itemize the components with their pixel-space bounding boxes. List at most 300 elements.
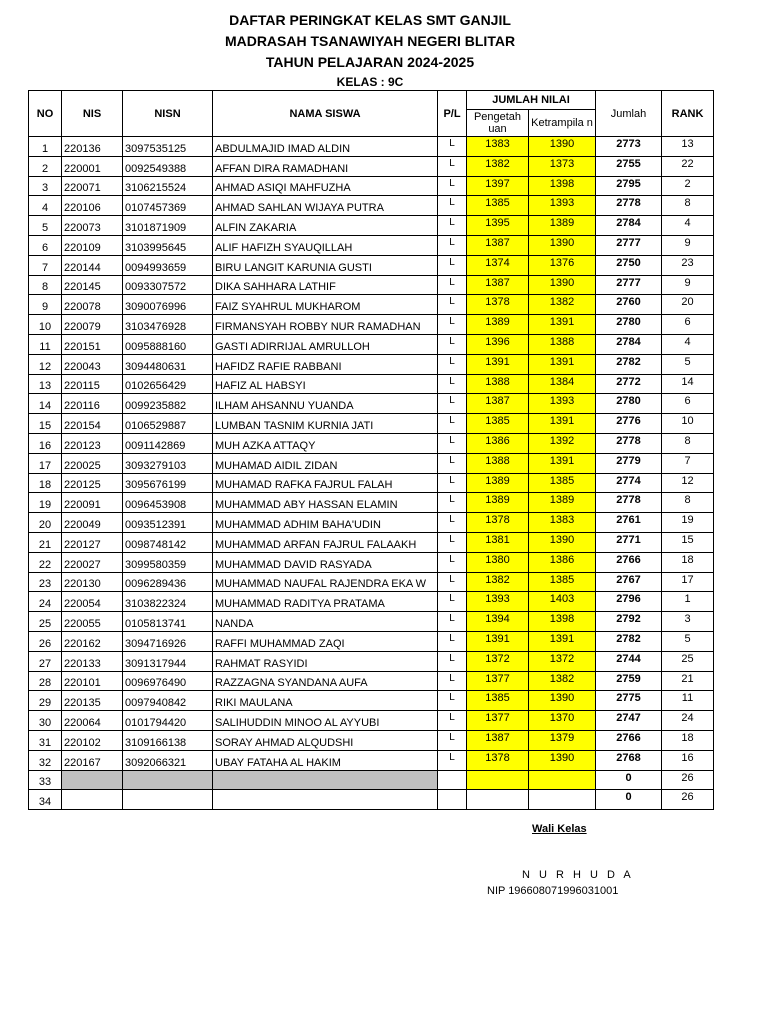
- row-pengetahuan: 1377: [467, 711, 529, 731]
- row-nisn: 0106529887: [123, 414, 213, 434]
- row-ketrampilan: 1391: [529, 631, 596, 651]
- row-nama: NANDA: [213, 612, 438, 632]
- row-jumlah: 2766: [596, 552, 662, 572]
- table-row: [29, 711, 714, 731]
- row-nama: SALIHUDDIN MINOO AL AYYUBI: [213, 711, 438, 731]
- wali-kelas-nip: NIP 196608071996031001: [487, 885, 619, 897]
- row-pl: L: [438, 453, 467, 473]
- row-pengetahuan: 1378: [467, 295, 529, 315]
- row-no: 4: [29, 196, 62, 216]
- row-nama: MUHAMMAD ARFAN FAJRUL FALAAKH: [213, 532, 438, 552]
- row-ketrampilan: 1398: [529, 612, 596, 632]
- row-nis: 220154: [62, 414, 123, 434]
- row-jumlah: 2782: [596, 631, 662, 651]
- row-pengetahuan: 1387: [467, 275, 529, 295]
- row-rank: 8: [662, 433, 714, 453]
- row-rank: 8: [662, 196, 714, 216]
- row-rank: 10: [662, 414, 714, 434]
- row-rank: 1: [662, 592, 714, 612]
- row-jumlah: 2775: [596, 691, 662, 711]
- row-pengetahuan: 1387: [467, 394, 529, 414]
- row-pengetahuan: 1382: [467, 156, 529, 176]
- table-row: [29, 572, 714, 592]
- row-nis: 220162: [62, 631, 123, 651]
- row-pengetahuan: 1388: [467, 453, 529, 473]
- row-nama: FIRMANSYAH ROBBY NUR RAMADHAN: [213, 315, 438, 335]
- row-nisn: 0095888160: [123, 334, 213, 354]
- row-nis: 220109: [62, 235, 123, 255]
- row-rank: 9: [662, 275, 714, 295]
- table-row: [29, 196, 714, 216]
- row-no: 6: [29, 235, 62, 255]
- row-nisn: 0096453908: [123, 493, 213, 513]
- row-nama: AFFAN DIRA RAMADHANI: [213, 156, 438, 176]
- header-ketrampilan: Ketrampila n: [529, 110, 596, 137]
- row-nama: AHMAD SAHLAN WIJAYA PUTRA: [213, 196, 438, 216]
- row-rank: 6: [662, 394, 714, 414]
- row-pl: L: [438, 493, 467, 513]
- row-no: 15: [29, 414, 62, 434]
- row-nama: MUHAMMAD ADHIM BAHA'UDIN: [213, 513, 438, 533]
- row-rank: 5: [662, 631, 714, 651]
- row-rank: 4: [662, 216, 714, 236]
- row-nisn: 3109166138: [123, 730, 213, 750]
- table-row: [29, 216, 714, 236]
- row-nis: 220144: [62, 255, 123, 275]
- row-rank: 11: [662, 691, 714, 711]
- row-jumlah: 2755: [596, 156, 662, 176]
- row-no: 2: [29, 156, 62, 176]
- class-label: KELAS : 9C: [336, 75, 404, 89]
- row-ketrampilan: [529, 770, 596, 790]
- row-nama: RAHMAT RASYIDI: [213, 651, 438, 671]
- row-ketrampilan: 1391: [529, 414, 596, 434]
- row-rank: 16: [662, 750, 714, 770]
- row-no: 26: [29, 631, 62, 651]
- row-nis: 220078: [62, 295, 123, 315]
- row-nisn: 3101871909: [123, 216, 213, 236]
- row-nis: 220043: [62, 354, 123, 374]
- row-pl: L: [438, 592, 467, 612]
- row-nis: 220001: [62, 156, 123, 176]
- row-nis: 220071: [62, 176, 123, 196]
- row-pl: L: [438, 532, 467, 552]
- row-rank: 22: [662, 156, 714, 176]
- header-nisn: NISN: [123, 91, 213, 137]
- row-nis: 220027: [62, 552, 123, 572]
- row-pl: L: [438, 750, 467, 770]
- row-rank: 25: [662, 651, 714, 671]
- row-jumlah: 2792: [596, 612, 662, 632]
- row-nisn: 0091142869: [123, 433, 213, 453]
- row-pengetahuan: 1389: [467, 315, 529, 335]
- row-rank: 26: [662, 790, 714, 810]
- row-jumlah: 2767: [596, 572, 662, 592]
- row-no: 8: [29, 275, 62, 295]
- row-nisn: 0093512391: [123, 513, 213, 533]
- row-nama: ABDULMAJID IMAD ALDIN: [213, 137, 438, 157]
- row-nama: ILHAM AHSANNU YUANDA: [213, 394, 438, 414]
- row-ketrampilan: 1383: [529, 513, 596, 533]
- row-nama: LUMBAN TASNIM KURNIA JATI: [213, 414, 438, 434]
- row-no: 11: [29, 334, 62, 354]
- row-pl: L: [438, 156, 467, 176]
- row-pl: L: [438, 374, 467, 394]
- row-no: 21: [29, 532, 62, 552]
- table-row: [29, 730, 714, 750]
- row-jumlah: 2778: [596, 493, 662, 513]
- row-pengetahuan: 1372: [467, 651, 529, 671]
- row-ketrampilan: 1390: [529, 532, 596, 552]
- row-nis: 220106: [62, 196, 123, 216]
- row-no: 25: [29, 612, 62, 632]
- row-no: 18: [29, 473, 62, 493]
- row-pl: [438, 770, 467, 790]
- row-pengetahuan: 1385: [467, 196, 529, 216]
- row-ketrampilan: 1391: [529, 354, 596, 374]
- table-row: [29, 137, 714, 157]
- table-row: [29, 691, 714, 711]
- row-nis: 220125: [62, 473, 123, 493]
- row-pl: L: [438, 631, 467, 651]
- row-pl: L: [438, 334, 467, 354]
- title-block: [0, 10, 740, 91]
- table-row: [29, 532, 714, 552]
- row-ketrampilan: 1390: [529, 235, 596, 255]
- row-pl: L: [438, 552, 467, 572]
- row-nama: MUHAMMAD DAVID RASYADA: [213, 552, 438, 572]
- row-nis: 220116: [62, 394, 123, 414]
- row-ketrampilan: 1389: [529, 493, 596, 513]
- row-nisn: 0093307572: [123, 275, 213, 295]
- row-no: 31: [29, 730, 62, 750]
- row-pl: L: [438, 730, 467, 750]
- row-nis: 220102: [62, 730, 123, 750]
- row-nisn: 0094993659: [123, 255, 213, 275]
- row-ketrampilan: 1393: [529, 394, 596, 414]
- row-pengetahuan: 1387: [467, 730, 529, 750]
- table-row: [29, 552, 714, 572]
- row-nis: 220064: [62, 711, 123, 731]
- row-nisn: 3103822324: [123, 592, 213, 612]
- row-nisn: 3099580359: [123, 552, 213, 572]
- table-row: [29, 255, 714, 275]
- row-ketrampilan: 1386: [529, 552, 596, 572]
- row-pengetahuan: 1377: [467, 671, 529, 691]
- row-nama: ALFIN ZAKARIA: [213, 216, 438, 236]
- row-no: 27: [29, 651, 62, 671]
- row-rank: 23: [662, 255, 714, 275]
- table-row: [29, 592, 714, 612]
- row-pengetahuan: 1394: [467, 612, 529, 632]
- row-pengetahuan: 1378: [467, 513, 529, 533]
- row-nisn: 3103476928: [123, 315, 213, 335]
- table-row: [29, 354, 714, 374]
- row-nis: 220151: [62, 334, 123, 354]
- table-row-empty: [29, 790, 714, 810]
- row-rank: 4: [662, 334, 714, 354]
- row-rank: 8: [662, 493, 714, 513]
- row-no: 28: [29, 671, 62, 691]
- row-nis: 220079: [62, 315, 123, 335]
- row-nama: MUHAMAD RAFKA FAJRUL FALAH: [213, 473, 438, 493]
- row-nisn: 3103995645: [123, 235, 213, 255]
- row-ketrampilan: 1390: [529, 691, 596, 711]
- row-nisn: 0102656429: [123, 374, 213, 394]
- row-pl: L: [438, 414, 467, 434]
- row-pl: L: [438, 612, 467, 632]
- row-nis: 220055: [62, 612, 123, 632]
- row-pengetahuan: 1386: [467, 433, 529, 453]
- row-pengetahuan: 1385: [467, 691, 529, 711]
- row-nisn: 3090076996: [123, 295, 213, 315]
- row-pengetahuan: 1391: [467, 631, 529, 651]
- row-no: 32: [29, 750, 62, 770]
- row-pengetahuan: 1374: [467, 255, 529, 275]
- row-no: 3: [29, 176, 62, 196]
- table-row: [29, 493, 714, 513]
- table-row: [29, 334, 714, 354]
- row-nis: 220167: [62, 750, 123, 770]
- row-nis: 220073: [62, 216, 123, 236]
- row-rank: 19: [662, 513, 714, 533]
- row-rank: 18: [662, 552, 714, 572]
- row-nisn: 0096976490: [123, 671, 213, 691]
- row-rank: 6: [662, 315, 714, 335]
- row-nis: 220123: [62, 433, 123, 453]
- row-no: 14: [29, 394, 62, 414]
- row-ketrampilan: 1376: [529, 255, 596, 275]
- row-nama: SORAY AHMAD ALQUDSHI: [213, 730, 438, 750]
- row-rank: 17: [662, 572, 714, 592]
- row-nisn: 0097940842: [123, 691, 213, 711]
- row-jumlah: 2780: [596, 394, 662, 414]
- row-nisn: 3093279103: [123, 453, 213, 473]
- row-nis: 220130: [62, 572, 123, 592]
- row-nama: GASTI ADIRRIJAL AMRULLOH: [213, 334, 438, 354]
- row-pl: L: [438, 295, 467, 315]
- table-row: [29, 473, 714, 493]
- row-pengetahuan: [467, 790, 529, 810]
- row-jumlah: 2773: [596, 137, 662, 157]
- row-rank: 7: [662, 453, 714, 473]
- row-ketrampilan: 1372: [529, 651, 596, 671]
- row-nisn: 0099235882: [123, 394, 213, 414]
- row-nisn: 0096289436: [123, 572, 213, 592]
- table-row: [29, 235, 714, 255]
- row-nis: [62, 790, 123, 810]
- row-no: 22: [29, 552, 62, 572]
- row-pengetahuan: 1393: [467, 592, 529, 612]
- row-no: 16: [29, 433, 62, 453]
- row-no: 24: [29, 592, 62, 612]
- row-pengetahuan: 1388: [467, 374, 529, 394]
- title-line-2: MADRASAH TSANAWIYAH NEGERI BLITAR: [224, 33, 516, 49]
- row-jumlah: 2761: [596, 513, 662, 533]
- row-ketrampilan: 1385: [529, 572, 596, 592]
- row-pengetahuan: 1396: [467, 334, 529, 354]
- row-pengetahuan: 1395: [467, 216, 529, 236]
- row-nama: UBAY FATAHA AL HAKIM: [213, 750, 438, 770]
- row-pl: L: [438, 235, 467, 255]
- table-row-empty: [29, 770, 714, 790]
- row-pengetahuan: 1389: [467, 493, 529, 513]
- row-rank: 5: [662, 354, 714, 374]
- table-row: [29, 374, 714, 394]
- header-jumlah-nilai: JUMLAH NILAI: [467, 91, 596, 110]
- row-jumlah: 2771: [596, 532, 662, 552]
- row-nis: 220091: [62, 493, 123, 513]
- row-jumlah: 2766: [596, 730, 662, 750]
- row-jumlah: 0: [596, 790, 662, 810]
- title-line-3: TAHUN PELAJARAN 2024-2025: [265, 54, 475, 70]
- header-pengetahuan: Pengetah uan: [467, 110, 529, 137]
- row-jumlah: 2747: [596, 711, 662, 731]
- row-pl: L: [438, 651, 467, 671]
- table-row: [29, 750, 714, 770]
- row-rank: 24: [662, 711, 714, 731]
- row-no: 19: [29, 493, 62, 513]
- table-row: [29, 176, 714, 196]
- table-row: [29, 651, 714, 671]
- table-row: [29, 315, 714, 335]
- row-jumlah: 2776: [596, 414, 662, 434]
- table-row: [29, 671, 714, 691]
- row-ketrampilan: 1393: [529, 196, 596, 216]
- row-no: 12: [29, 354, 62, 374]
- row-jumlah: 2744: [596, 651, 662, 671]
- row-pengetahuan: 1381: [467, 532, 529, 552]
- row-rank: 14: [662, 374, 714, 394]
- row-nama: MUHAMMAD RADITYA PRATAMA: [213, 592, 438, 612]
- ranking-table: [28, 90, 714, 810]
- row-nama: HAFIDZ RAFIE RABBANI: [213, 354, 438, 374]
- row-ketrampilan: 1390: [529, 750, 596, 770]
- row-pengetahuan: 1385: [467, 414, 529, 434]
- row-pengetahuan: [467, 770, 529, 790]
- row-nis: 220136: [62, 137, 123, 157]
- row-pengetahuan: 1389: [467, 473, 529, 493]
- row-nama: [213, 770, 438, 790]
- row-pl: L: [438, 216, 467, 236]
- row-jumlah: 2796: [596, 592, 662, 612]
- row-ketrampilan: 1392: [529, 433, 596, 453]
- row-no: 9: [29, 295, 62, 315]
- header-jumlah: Jumlah: [596, 91, 662, 137]
- row-pengetahuan: 1383: [467, 137, 529, 157]
- row-nis: 220145: [62, 275, 123, 295]
- row-nama: MUH AZKA ATTAQY: [213, 433, 438, 453]
- row-nisn: [123, 790, 213, 810]
- table-row: [29, 295, 714, 315]
- table-row: [29, 275, 714, 295]
- row-rank: 18: [662, 730, 714, 750]
- row-pengetahuan: 1382: [467, 572, 529, 592]
- table-row: [29, 433, 714, 453]
- row-nisn: 3094480631: [123, 354, 213, 374]
- row-ketrampilan: 1379: [529, 730, 596, 750]
- table-row: [29, 453, 714, 473]
- row-no: 20: [29, 513, 62, 533]
- row-nisn: 0098748142: [123, 532, 213, 552]
- row-rank: 20: [662, 295, 714, 315]
- row-ketrampilan: 1391: [529, 453, 596, 473]
- row-nama: RAFFI MUHAMMAD ZAQI: [213, 631, 438, 651]
- row-nis: 220025: [62, 453, 123, 473]
- row-pl: L: [438, 137, 467, 157]
- table-row: [29, 394, 714, 414]
- table-row: [29, 612, 714, 632]
- row-no: 17: [29, 453, 62, 473]
- row-nama: ALIF HAFIZH SYAUQILLAH: [213, 235, 438, 255]
- row-nisn: 3094716926: [123, 631, 213, 651]
- row-no: 1: [29, 137, 62, 157]
- row-nis: 220115: [62, 374, 123, 394]
- row-nama: RIKI MAULANA: [213, 691, 438, 711]
- row-pl: L: [438, 473, 467, 493]
- row-pengetahuan: 1378: [467, 750, 529, 770]
- row-nis: 220049: [62, 513, 123, 533]
- row-pl: L: [438, 275, 467, 295]
- row-rank: 13: [662, 137, 714, 157]
- row-pl: L: [438, 315, 467, 335]
- row-ketrampilan: 1382: [529, 295, 596, 315]
- row-jumlah: 2750: [596, 255, 662, 275]
- row-nama: MUHAMAD AIDIL ZIDAN: [213, 453, 438, 473]
- row-jumlah: 2779: [596, 453, 662, 473]
- row-nis: 220101: [62, 671, 123, 691]
- row-jumlah: 2759: [596, 671, 662, 691]
- row-pl: L: [438, 176, 467, 196]
- row-no: 33: [29, 770, 62, 790]
- row-nisn: 0107457369: [123, 196, 213, 216]
- row-no: 23: [29, 572, 62, 592]
- row-rank: 21: [662, 671, 714, 691]
- row-pl: L: [438, 691, 467, 711]
- row-ketrampilan: 1390: [529, 275, 596, 295]
- row-pl: L: [438, 394, 467, 414]
- row-ketrampilan: 1385: [529, 473, 596, 493]
- header-nama-siswa: NAMA SISWA: [213, 91, 438, 137]
- row-nisn: 0101794420: [123, 711, 213, 731]
- row-nisn: 3095676199: [123, 473, 213, 493]
- row-no: 30: [29, 711, 62, 731]
- table-row: [29, 414, 714, 434]
- row-no: 7: [29, 255, 62, 275]
- row-pl: L: [438, 255, 467, 275]
- row-nisn: 3106215524: [123, 176, 213, 196]
- row-jumlah: 2795: [596, 176, 662, 196]
- row-ketrampilan: 1390: [529, 137, 596, 157]
- row-nisn: 3097535125: [123, 137, 213, 157]
- row-nama: HAFIZ AL HABSYI: [213, 374, 438, 394]
- row-ketrampilan: 1370: [529, 711, 596, 731]
- row-pl: L: [438, 711, 467, 731]
- row-nis: 220127: [62, 532, 123, 552]
- row-nisn: 0105813741: [123, 612, 213, 632]
- row-jumlah: 2768: [596, 750, 662, 770]
- row-rank: 9: [662, 235, 714, 255]
- row-rank: 2: [662, 176, 714, 196]
- row-nama: BIRU LANGIT KARUNIA GUSTI: [213, 255, 438, 275]
- row-nis: 220135: [62, 691, 123, 711]
- row-jumlah: 2778: [596, 196, 662, 216]
- row-jumlah: 2782: [596, 354, 662, 374]
- header-nis: NIS: [62, 91, 123, 137]
- row-nis: 220133: [62, 651, 123, 671]
- row-no: 34: [29, 790, 62, 810]
- row-pengetahuan: 1391: [467, 354, 529, 374]
